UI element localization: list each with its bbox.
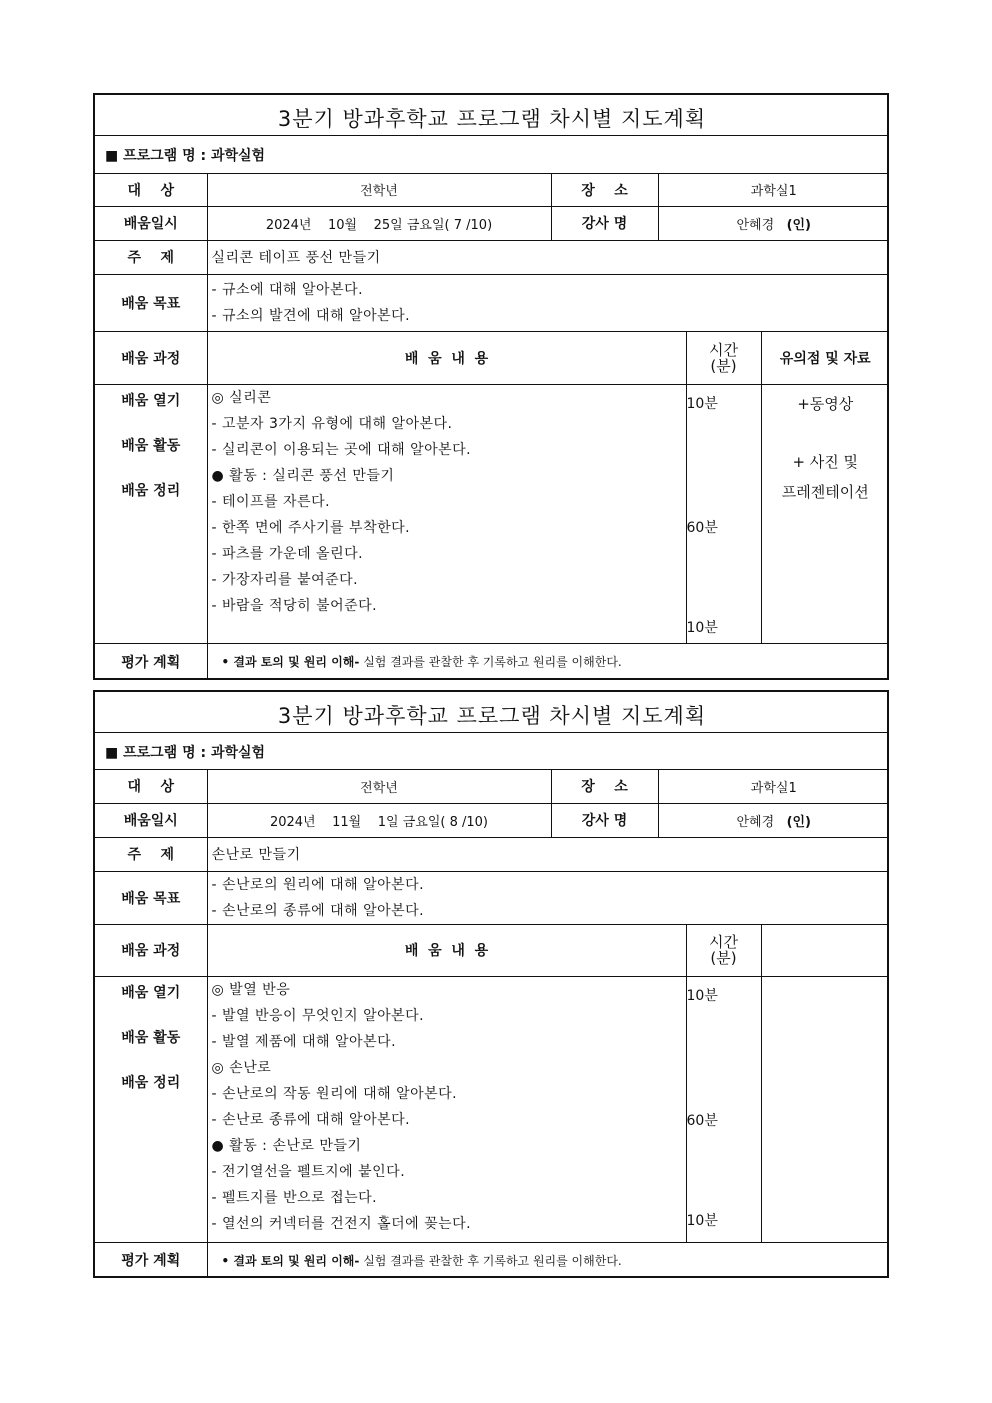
place-value: 과학실1 [658,769,889,803]
content-line: ● 활동 : 실리콘 풍선 만들기 [211,467,395,484]
program-name: ■ 프로그램 명 : 과학실험 [95,135,889,173]
time-activity: 60분 [686,519,718,536]
time-activity: 60분 [686,1112,718,1129]
goal-item: - 손난로의 원리에 대해 알아본다. [211,876,425,893]
stage-open: 배움 열기 [121,984,181,1001]
date-label: 배움일시 [95,803,207,837]
target-label: 대 상 [95,173,207,206]
eval-cell [207,643,889,680]
content-list [207,384,686,643]
stage-list [95,976,207,1242]
notes-list [761,976,889,1242]
target-value: 전학년 [207,769,551,803]
content-line: - 파츠를 가운데 올린다. [211,545,364,562]
place-value: 과학실1 [658,173,889,206]
stage-activity: 배움 활동 [121,437,181,454]
teacher-label: 강사 명 [551,206,658,240]
time-label: 시간 (분) [686,924,761,976]
topic-label: 주 제 [95,837,207,871]
content-label: 배 움 내 용 [207,924,686,976]
content-line: - 손난로 종류에 대해 알아본다. [211,1111,411,1128]
topic-value: 실리콘 테이프 풍선 만들기 [207,240,889,274]
goal-list [207,871,889,924]
stage-list [95,384,207,643]
plan-title: 3분기 방과후학교 프로그램 차시별 지도계획 [95,692,889,732]
topic-label: 주 제 [95,240,207,274]
time-list [686,976,761,1242]
eval-cell [207,1242,889,1278]
note-item: 프레젠테이션 [781,482,869,501]
goal-item: - 손난로의 종류에 대해 알아본다. [211,902,425,919]
teacher-label: 강사 명 [551,803,658,837]
note-item: + 사진 및 [792,452,859,471]
content-label: 배 움 내 용 [207,331,686,384]
stage-open: 배움 열기 [121,392,181,409]
target-value: 전학년 [207,173,551,206]
time-label: 시간 (분) [686,331,761,384]
notes-list [761,384,889,643]
time-open: 10분 [686,987,718,1004]
content-line: - 전기열선을 펠트지에 붙인다. [211,1163,406,1180]
teacher-cell [658,206,889,240]
goal-list [207,274,889,331]
time-close: 10분 [686,1212,718,1229]
content-line: - 손난로의 작동 원리에 대해 알아본다. [211,1085,458,1102]
time-close: 10분 [686,619,718,636]
notes-label [761,924,889,976]
content-line: ◎ 손난로 [211,1059,272,1076]
content-line: - 발열 반응이 무엇인지 알아본다. [211,1007,425,1024]
time-open: 10분 [686,395,718,412]
date-value: 2024년 10월 25일 금요일( 7 /10) [207,206,551,240]
eval-text: 실험 결과를 관찰한 후 기록하고 원리를 이해한다. [359,655,622,670]
teacher-signature: (인) [786,217,812,233]
stage-close: 배움 정리 [121,482,181,499]
content-line: - 바람을 적당히 불어준다. [211,597,378,614]
date-label: 배움일시 [95,206,207,240]
place-label: 장 소 [551,769,658,803]
stage-activity: 배움 활동 [121,1029,181,1046]
target-label: 대 상 [95,769,207,803]
teacher-name: 안혜경 [736,814,775,830]
eval-text: 실험 결과를 관찰한 후 기록하고 원리를 이해한다. [359,1253,622,1268]
content-line: - 발열 제품에 대해 알아본다. [211,1033,397,1050]
lesson-plan-2 [93,690,889,1278]
eval-criterion: • 결과 토의 및 원리 이해- [221,1253,360,1268]
note-item: +동영상 [797,394,854,413]
content-line: - 열선의 커넥터를 건전지 홀더에 꽂는다. [211,1215,472,1232]
program-name: ■ 프로그램 명 : 과학실험 [95,732,889,769]
process-label: 배움 과정 [95,331,207,384]
content-list [207,976,686,1242]
content-line: - 테이프를 자른다. [211,493,331,510]
goal-label: 배움 목표 [95,871,207,924]
place-label: 장 소 [551,173,658,206]
content-line: - 펠트지를 반으로 접는다. [211,1189,378,1206]
content-line: - 한쪽 면에 주사기를 부착한다. [211,519,411,536]
time-list [686,384,761,643]
teacher-cell [658,803,889,837]
content-line: - 고분자 3가지 유형에 대해 알아본다. [211,415,453,432]
content-line: ● 활동 : 손난로 만들기 [211,1137,362,1154]
teacher-name: 안혜경 [736,217,775,233]
goal-label: 배움 목표 [95,274,207,331]
content-line: ◎ 발열 반응 [211,981,291,998]
topic-value: 손난로 만들기 [207,837,889,871]
plan-title: 3분기 방과후학교 프로그램 차시별 지도계획 [95,95,889,135]
notes-label: 유의점 및 자료 [761,331,889,384]
stage-close: 배움 정리 [121,1074,181,1091]
eval-label: 평가 계획 [95,643,207,680]
content-line: - 실리콘이 이용되는 곳에 대해 알아본다. [211,441,472,458]
goal-item: - 규소에 대해 알아본다. [211,281,364,298]
lesson-plan-1 [93,93,889,680]
eval-label: 평가 계획 [95,1242,207,1278]
content-line: ◎ 실리콘 [211,389,272,406]
date-value: 2024년 11월 1일 금요일( 8 /10) [207,803,551,837]
teacher-signature: (인) [786,814,812,830]
goal-item: - 규소의 발견에 대해 알아본다. [211,307,411,324]
eval-criterion: • 결과 토의 및 원리 이해- [221,655,360,670]
content-line: - 가장자리를 붙여준다. [211,571,359,588]
process-label: 배움 과정 [95,924,207,976]
